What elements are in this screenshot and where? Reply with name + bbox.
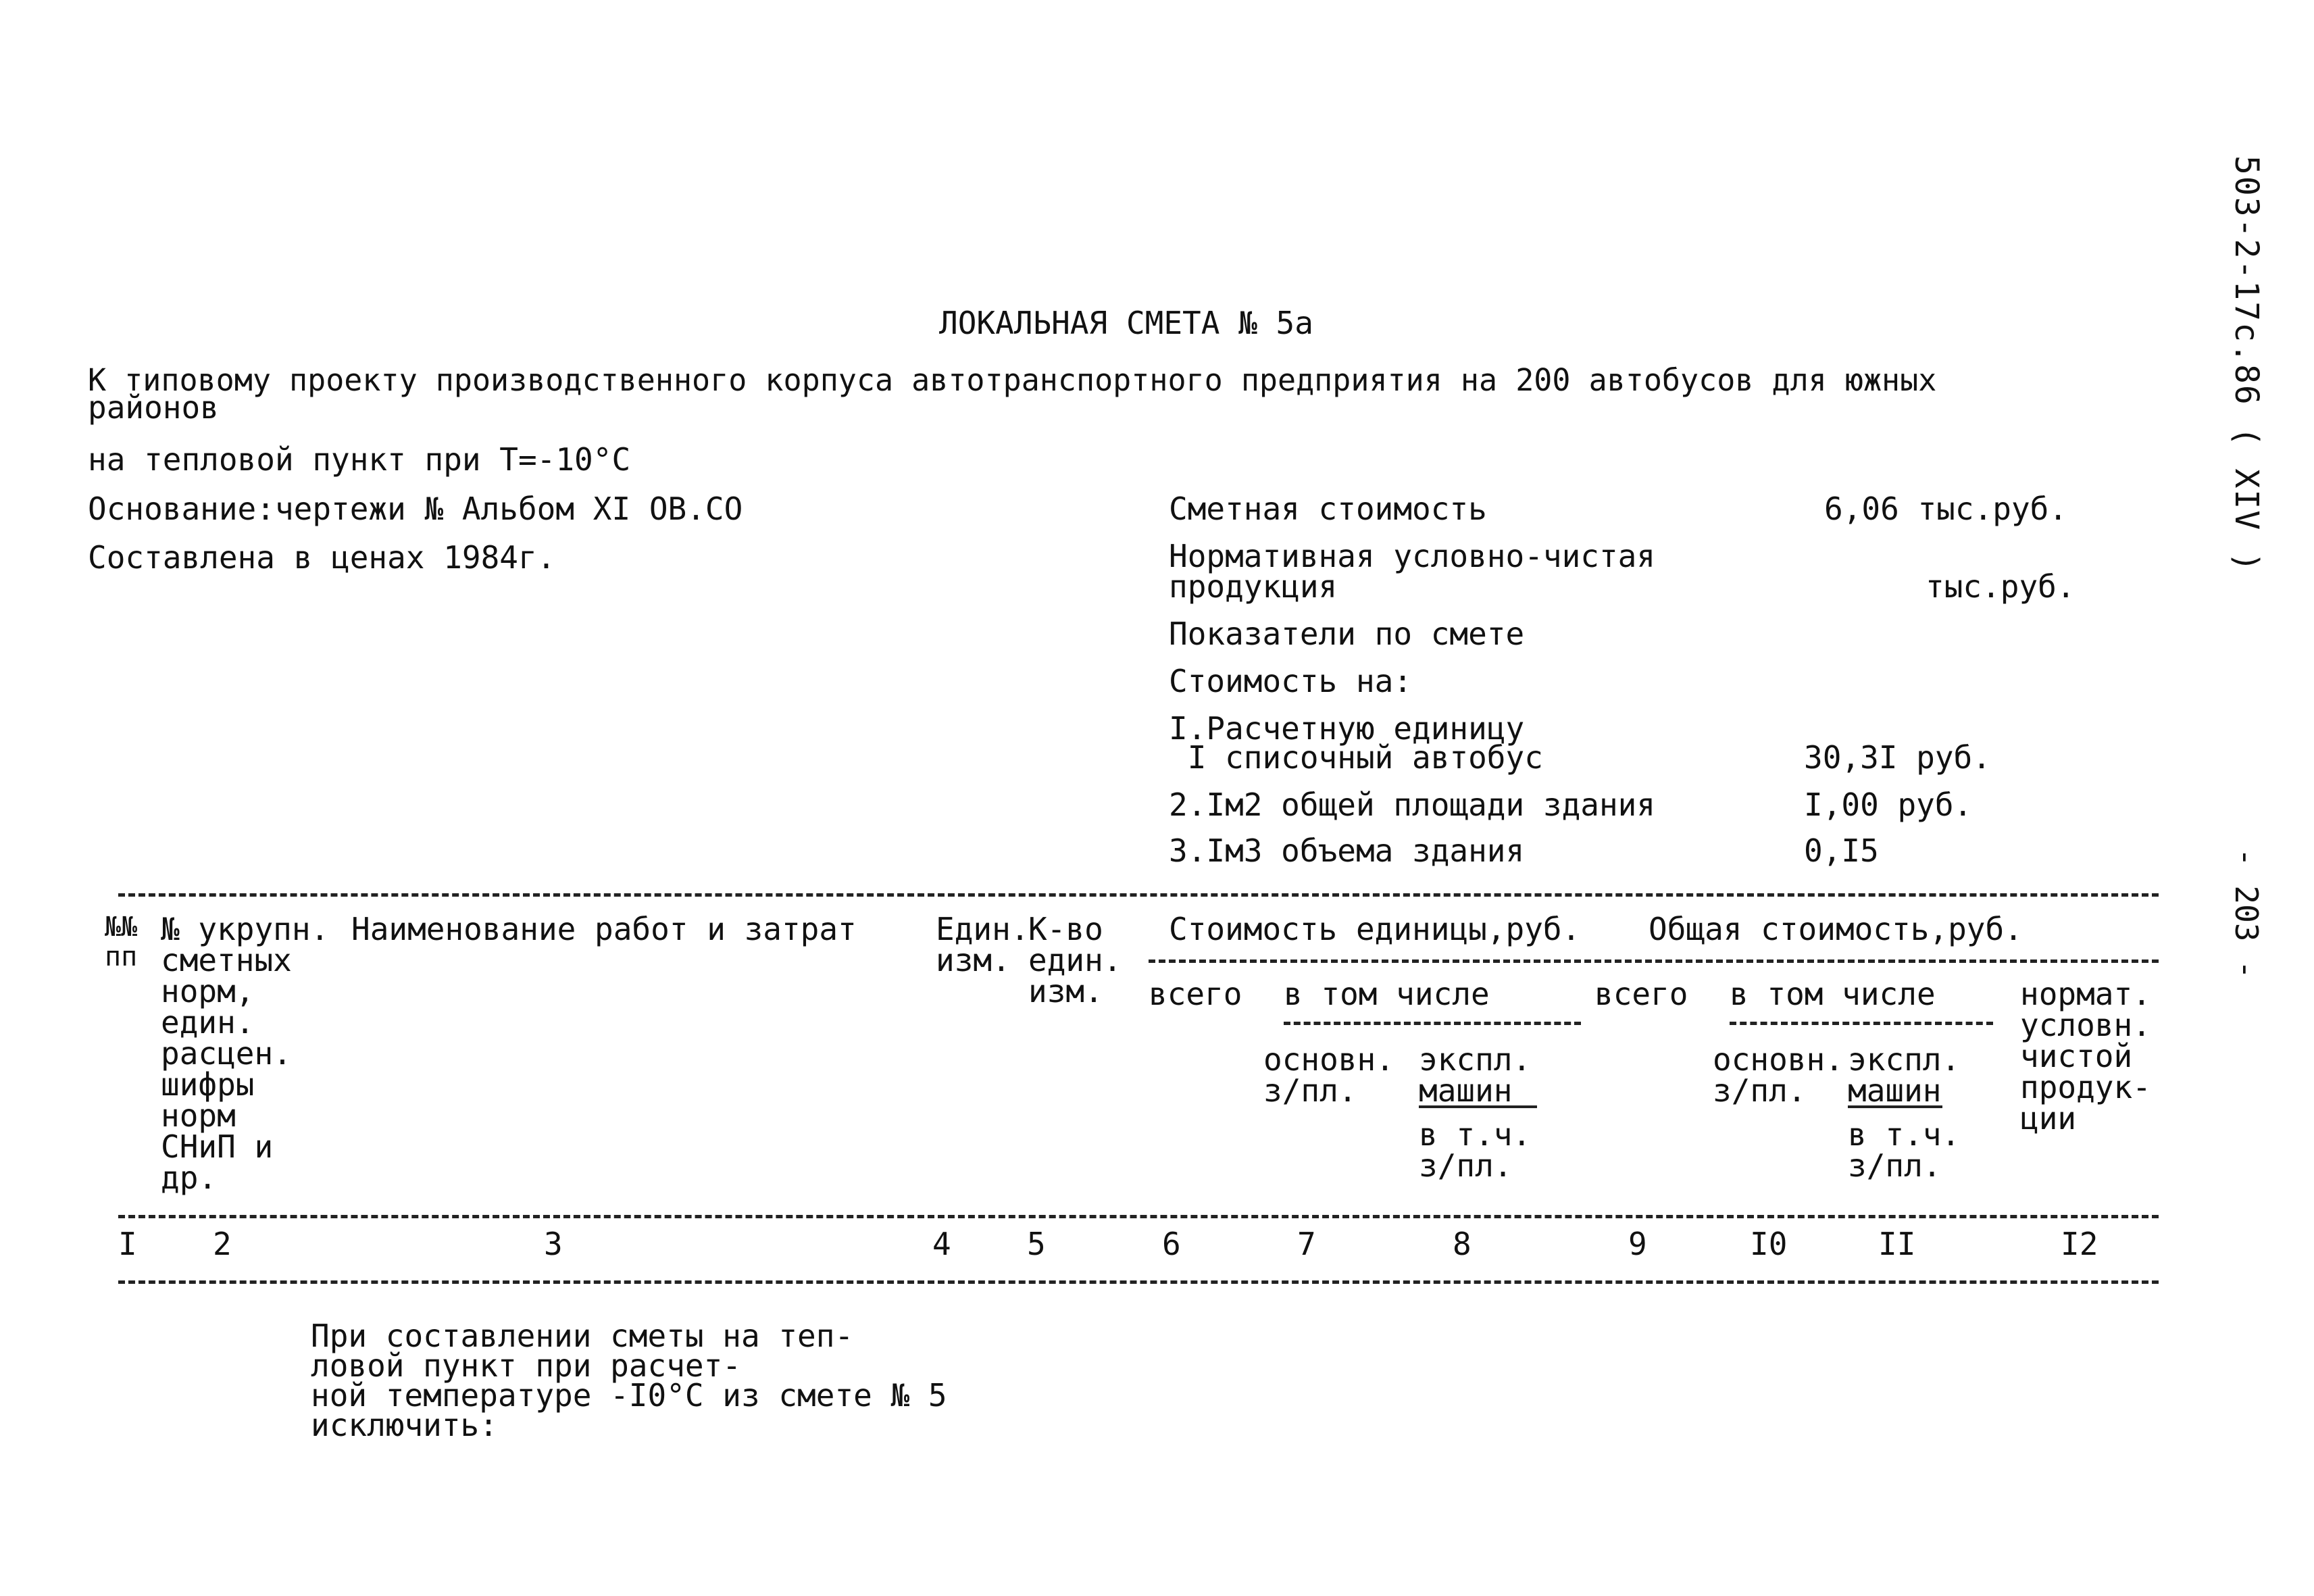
col-number-5: 5: [1027, 1226, 1046, 1262]
table-numbers-rule: [118, 1280, 2159, 1284]
col-1-header: №№ пп: [105, 912, 138, 972]
col-number-2: 2: [213, 1226, 232, 1262]
project-line-1: К типовому проекту производственного корпуса автотранспортного предприятия на 200 автобусов для южных: [88, 362, 1937, 398]
col-number-10: I0: [1750, 1226, 1788, 1262]
document-code-vertical: 503-2-17с.86 ( XIV ): [2228, 155, 2265, 573]
col-10-11-group-rule: [1730, 1022, 1993, 1025]
col-number-11: II: [1878, 1226, 1916, 1262]
estimated-cost-value: 6,06 тыс.руб.: [1824, 491, 2068, 527]
table-header-rule: [118, 1215, 2159, 1218]
col-number-4: 4: [932, 1226, 951, 1262]
indicator-1-line-1: I.Расчетную единицу: [1169, 710, 1525, 747]
normative-label-2: продукция: [1169, 568, 1338, 605]
cost-on-label: Стоимость на:: [1169, 663, 1413, 699]
col-10-header: основн. з/пл.: [1713, 1041, 1844, 1109]
document-title: ЛОКАЛЬНАЯ СМЕТА № 5а: [939, 305, 1313, 341]
estimated-cost-label: Сметная стоимость: [1169, 491, 1487, 527]
indicator-2-value: I,00 руб.: [1804, 787, 1973, 823]
col-12-header: нормат. условн. чистой продук- ции: [2020, 976, 2151, 1137]
normative-value: тыс.руб.: [1926, 568, 2076, 605]
col-11-header: экспл. машин: [1848, 1041, 1961, 1109]
page-number: - 203 -: [2228, 848, 2265, 979]
col-8-underline: [1419, 1105, 1537, 1108]
col-11-sub-header: в т.ч. з/пл.: [1848, 1116, 1961, 1184]
col-number-6: 6: [1162, 1226, 1181, 1262]
col-number-9: 9: [1628, 1226, 1647, 1262]
normative-label-1: Нормативная условно-чистая: [1169, 538, 1656, 574]
prices-line: Составлена в ценах 1984г.: [88, 539, 556, 576]
col-number-1: I: [118, 1226, 137, 1262]
col-number-3: 3: [544, 1226, 563, 1262]
exclusion-note: При составлении сметы на теп- ловой пункт при расчет- ной температуре -I0°C из смете № 5 исключить:: [311, 1318, 947, 1443]
col-9-header: всего: [1594, 976, 1688, 1012]
indicator-3-value: 0,I5: [1804, 832, 1879, 869]
indicator-1-value: 30,3I руб.: [1804, 739, 1991, 776]
project-line-2: районов: [88, 389, 219, 426]
unit-cost-header: Стоимость единицы,руб.: [1169, 911, 1581, 947]
table-top-rule: [118, 893, 2159, 897]
indicator-2-label: 2.Iм2 общей площади здания: [1169, 787, 1656, 823]
col-4-header: Един. изм.: [936, 911, 1030, 978]
col-10-11-group-header: в том числе: [1730, 976, 1936, 1012]
col-3-header: Наименование работ и затрат: [351, 911, 857, 947]
indicator-3-label: 3.Iм3 объема здания: [1169, 832, 1525, 869]
col-8-header: экспл. машин: [1419, 1041, 1532, 1109]
col-number-7: 7: [1297, 1226, 1316, 1262]
col-11-underline: [1848, 1105, 1942, 1108]
col-number-12: I2: [2061, 1226, 2098, 1262]
col-7-8-group-rule: [1284, 1022, 1581, 1025]
col-7-8-group-header: в том числе: [1284, 976, 1490, 1012]
col-number-8: 8: [1453, 1226, 1472, 1262]
col-2-header: № укрупн. сметных норм, един. расцен. шифры норм СНиП и др.: [161, 911, 330, 1196]
indicator-1-line-2: I списочный автобус: [1169, 739, 1543, 776]
basis-line: Основание:чертежи № Альбом XI ОВ.СО: [88, 491, 743, 527]
col-6-header: всего: [1149, 976, 1242, 1012]
col-5-header: К-во един. изм.: [1028, 911, 1122, 1009]
col-7-header: основн. з/пл.: [1263, 1041, 1394, 1109]
cost-subheader-rule: [1149, 959, 2159, 963]
col-8-sub-header: в т.ч. з/пл.: [1419, 1116, 1532, 1184]
indicators-label: Показатели по смете: [1169, 616, 1525, 652]
total-cost-header: Общая стоимость,руб.: [1649, 911, 2023, 947]
object-description: на тепловой пункт при T=-10°C: [88, 441, 631, 478]
